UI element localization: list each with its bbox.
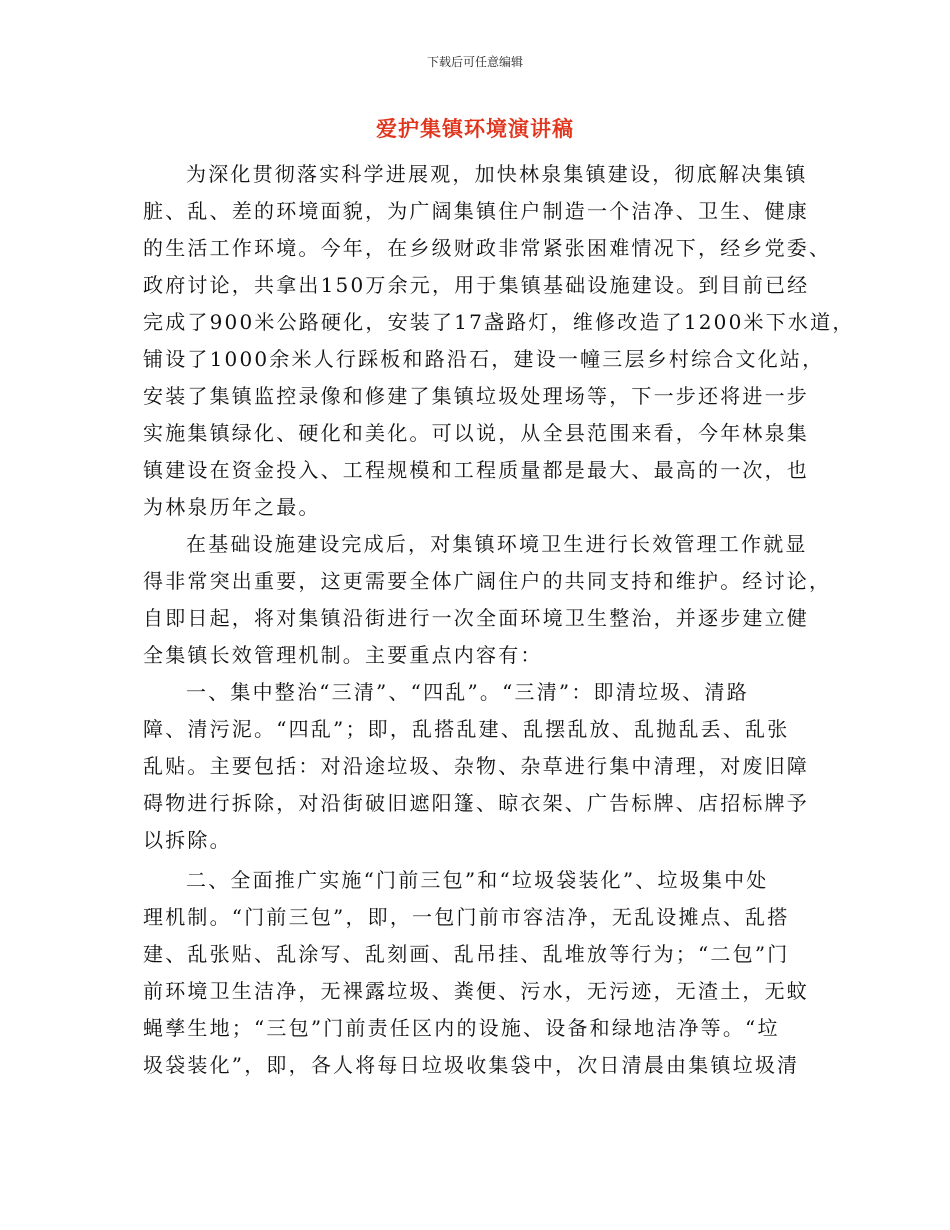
- body-line: 二、全面推广实施“门前三包”和“垃圾袋装化”、垃圾集中处: [186, 868, 769, 892]
- body-line: 镇建设在资金投入、工程规模和工程质量都是最大、最高的一次，也: [143, 458, 809, 482]
- body-line: 建、乱张贴、乱涂写、乱刻画、乱吊挂、乱堆放等行为；“二包”门: [143, 942, 790, 966]
- body-line: 乱贴。主要包括：对沿途垃圾、杂物、杂草进行集中清理，对废旧障: [143, 754, 809, 778]
- body-line: 的生活工作环境。今年，在乡级财政非常紧张困难情况下，经乡党委、: [143, 236, 832, 260]
- body-line: 为林泉历年之最。: [143, 495, 321, 519]
- body-line: 在基础设施建设完成后，对集镇环境卫生进行长效管理工作就显: [186, 532, 808, 556]
- body-line: 一、集中整治“三清”、“四乱”。“三清”：即清垃圾、清路: [186, 680, 749, 704]
- body-line: 为深化贯彻落实科学进展观，加快林泉集镇建设，彻底解决集镇: [186, 162, 808, 186]
- body-line: 全集镇长效管理机制。主要重点内容有：: [143, 643, 543, 667]
- body-line: 政府讨论，共拿出150万余元，用于集镇基础设施建设。到目前已经: [143, 273, 810, 297]
- body-line: 蝇孳生地；“三包”门前责任区内的设施、设备和绿地洁净等。“垃: [143, 1016, 780, 1040]
- page-header-note: 下载后可任意编辑: [426, 55, 523, 69]
- body-line: 自即日起，将对集镇沿街进行一次全面环境卫生整治，并逐步建立健: [143, 606, 809, 630]
- body-line: 脏、乱、差的环境面貌，为广阔集镇住户制造一个洁净、卫生、健康: [143, 199, 809, 223]
- body-line: 安装了集镇监控录像和修建了集镇垃圾处理场等，下一步还将进一步: [143, 384, 809, 408]
- body-line: 前环境卫生洁净，无裸露垃圾、粪便、污水，无污迹，无渣土，无蚊: [143, 979, 809, 1003]
- body-line: 障、清污泥。“四乱”；即，乱搭乱建、乱摆乱放、乱抛乱丢、乱张: [143, 717, 790, 741]
- body-line: 得非常突出重要，这更需要全体广阔住户的共同支持和维护。经讨论，: [143, 569, 832, 593]
- body-line: 实施集镇绿化、硬化和美化。可以说，从全县范围来看，今年林泉集: [143, 421, 809, 445]
- body-line: 碍物进行拆除，对沿街破旧遮阳篷、晾衣架、广告标牌、店招标牌予: [143, 791, 809, 815]
- body-line: 以拆除。: [143, 828, 232, 852]
- body-line: 理机制。“门前三包”，即，一包门前市容洁净，无乱设摊点、乱搭: [143, 905, 790, 929]
- body-line: 铺设了1000余米人行踩板和路沿石，建设一幢三层乡村综合文化站，: [143, 347, 825, 371]
- body-line: 完成了900米公路硬化，安装了17盏路灯，维修改造了1200米下水道，: [143, 310, 855, 334]
- document-title: 爱护集镇环境演讲稿: [376, 117, 574, 141]
- body-line: 圾袋装化”，即，各人将每日垃圾收集袋中，次日清晨由集镇垃圾清: [143, 1053, 800, 1077]
